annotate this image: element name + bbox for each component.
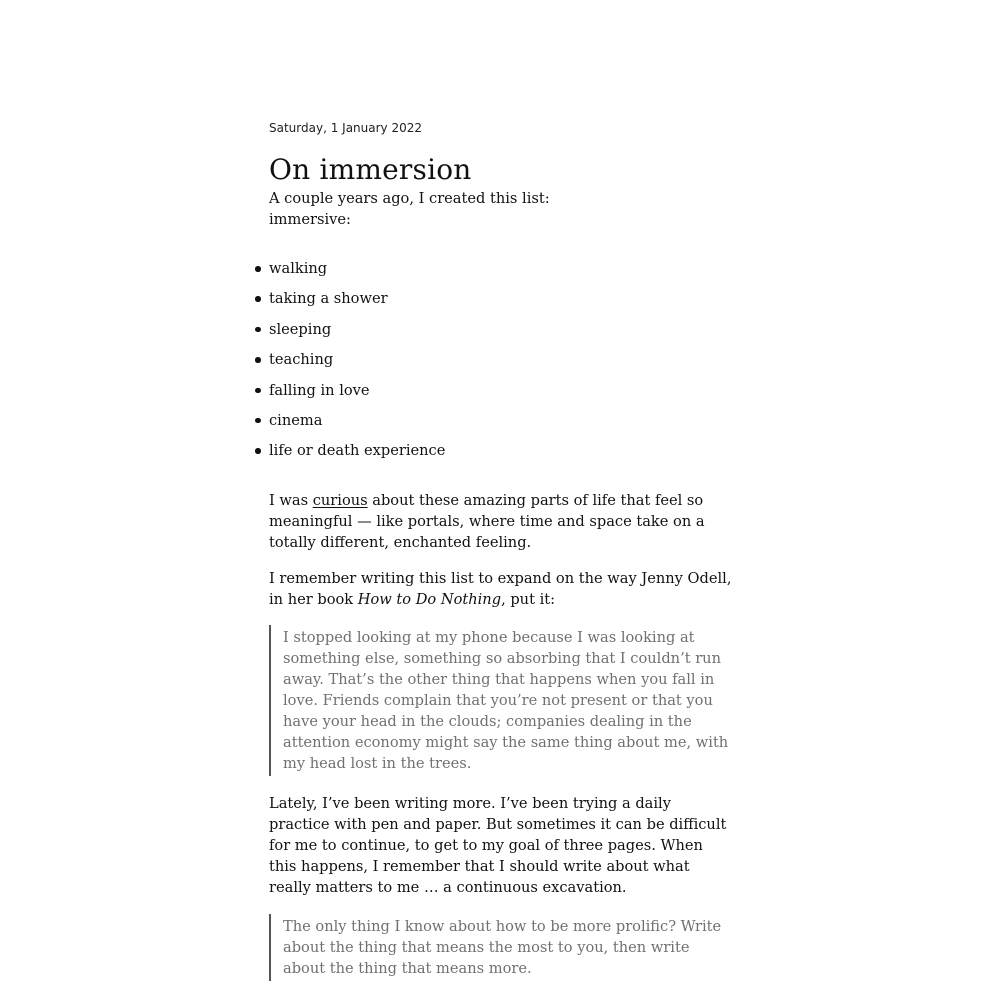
list-item: falling in love xyxy=(269,380,733,401)
odell-quote xyxy=(269,625,733,776)
list-heading: immersive: xyxy=(269,211,351,228)
para2-text-end: , put it: xyxy=(501,591,556,609)
list-item: cinema xyxy=(269,410,733,431)
list-item: taking a shower xyxy=(269,288,733,309)
list-item: sleeping xyxy=(269,319,733,340)
post-title: On immersion xyxy=(269,153,472,186)
para1-text-start: I was xyxy=(269,492,313,510)
immersive-list xyxy=(269,258,733,461)
list-item: walking xyxy=(269,258,733,279)
odell-paragraph xyxy=(269,568,733,610)
list-item: teaching xyxy=(269,349,733,370)
odell-quote-text: I stopped looking at my phone because I was looking at something else, something so absorbing that I couldn’t run away. That’s the other thing that happens when you fall in love. Friends complain that you’re not present or that you have your head in the clouds; companies dealing in the attention economy might say the same thing about me, with my head lost in the trees. xyxy=(283,629,729,773)
writing-paragraph: Lately, I’ve been writing more. I’ve been trying a daily practice with pen and paper. But sometimes it can be difficult for me to continue, to get to my goal of three pages. When this happens, I remember that I should write about what really matters to me … a continuous excavation. xyxy=(269,795,727,897)
prolific-quote xyxy=(269,914,733,981)
prolific-quote-text: The only thing I know about how to be more prolific? Write about the thing that means the most to you, then write about the thing that means more. xyxy=(283,918,722,978)
blog-post xyxy=(269,118,733,981)
para1-text-end: about these amazing parts of life that feel so meaningful — like portals, where time and space take on a totally different, enchanted feeling. xyxy=(269,492,705,552)
curious-link[interactable]: curious xyxy=(312,492,368,510)
post-date: Saturday, 1 January 2022 xyxy=(269,121,422,135)
para2-text-start: I remember writing this list to expand on the way Jenny Odell, in her book xyxy=(269,570,732,609)
list-item: life or death experience xyxy=(269,440,733,461)
curious-paragraph xyxy=(269,490,733,553)
intro-paragraph: A couple years ago, I created this list: xyxy=(269,190,550,207)
book-title: How to Do Nothing xyxy=(357,591,502,609)
